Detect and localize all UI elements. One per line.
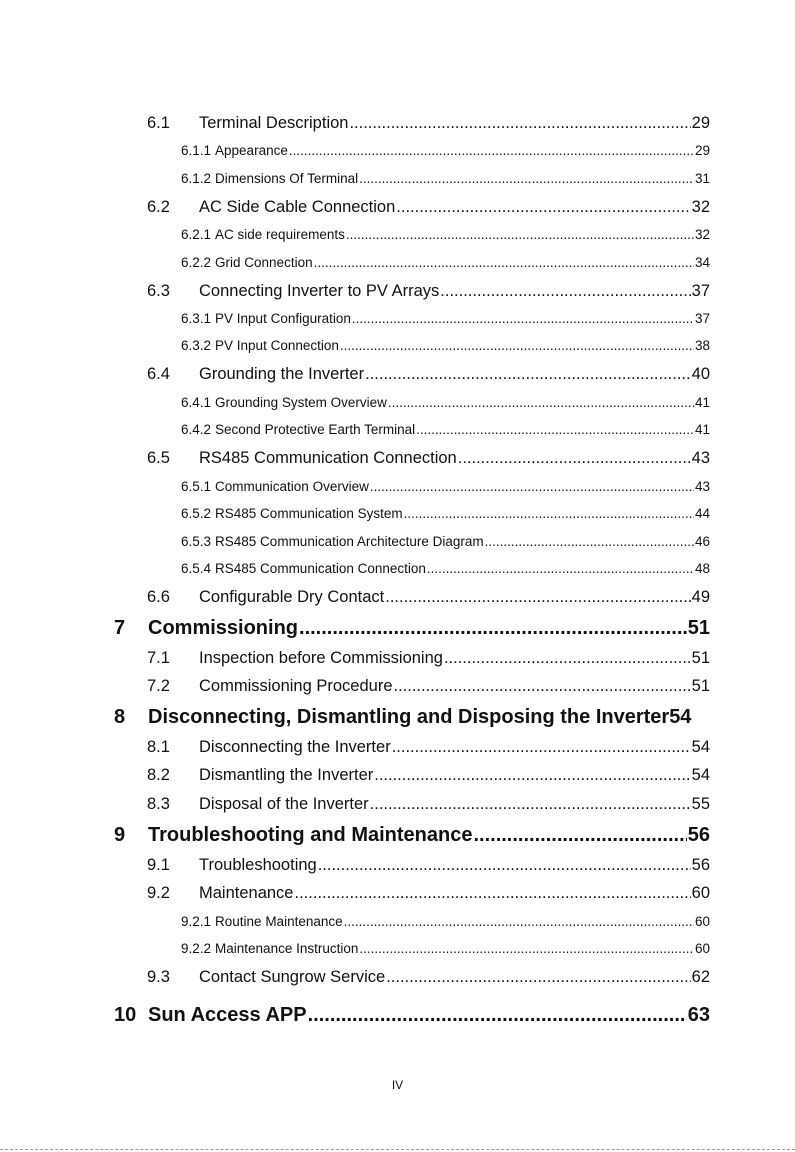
toc-page: 54 (691, 738, 710, 756)
toc-entry[interactable] (181, 255, 710, 273)
toc-page: 51 (691, 677, 710, 695)
toc-leader (386, 968, 690, 987)
toc-page: 54 (691, 766, 710, 784)
toc-leader (374, 766, 690, 785)
toc-title: Troubleshooting and Maintenance (148, 824, 473, 846)
toc-number: 6.1.2 (181, 171, 212, 186)
toc-page: 44 (694, 506, 710, 521)
toc-entry[interactable] (147, 365, 710, 387)
toc-page: 43 (694, 479, 710, 494)
toc-entry[interactable] (147, 766, 710, 788)
toc-number: 6.2 (147, 198, 170, 216)
toc-leader (294, 884, 690, 903)
toc-leader (344, 914, 694, 929)
toc-number: 6.5.1 (181, 479, 212, 494)
toc-number: 6.5.4 (181, 561, 212, 576)
toc-leader (346, 227, 694, 242)
toc-page: 34 (694, 255, 710, 270)
toc-leader (440, 282, 690, 301)
toc-entry[interactable] (147, 282, 710, 304)
toc-title: RS485 Communication Architecture Diagram (215, 534, 484, 549)
toc-number: 9.3 (147, 968, 170, 986)
toc-number: 6.1 (147, 114, 170, 132)
toc-number: 6.5.2 (181, 506, 212, 521)
toc-page: 40 (691, 365, 710, 383)
toc-leader (352, 311, 694, 326)
toc-number: 7.1 (147, 649, 170, 667)
toc-title: Second Protective Earth Terminal (215, 422, 416, 437)
toc-title: Maintenance Instruction (215, 941, 359, 956)
toc-page: 60 (694, 914, 710, 929)
toc-entry[interactable] (181, 338, 710, 356)
toc-entry[interactable] (181, 561, 710, 579)
toc-title: RS485 Communication System (215, 506, 403, 521)
toc-title: Grounding the Inverter (199, 365, 365, 383)
toc-entry[interactable] (147, 677, 710, 699)
toc-title: Sun Access APP (148, 1004, 307, 1026)
toc-page: 32 (694, 227, 710, 242)
toc-entry[interactable] (181, 941, 710, 959)
toc-number: 8.3 (147, 795, 170, 813)
toc-leader (392, 738, 691, 757)
toc-title: AC side requirements (215, 227, 345, 242)
toc-page: 60 (691, 884, 710, 902)
toc-leader (299, 617, 687, 640)
toc-leader (385, 588, 690, 607)
toc-page: 55 (691, 795, 710, 813)
toc-page: 56 (691, 856, 710, 874)
toc-number: 8 (114, 706, 126, 728)
toc-leader (388, 395, 694, 410)
toc-leader (473, 824, 686, 847)
toc-title: PV Input Configuration (215, 311, 351, 326)
toc-number: 6.3.2 (181, 338, 212, 353)
toc-number: 7.2 (147, 677, 170, 695)
toc-page: 31 (694, 171, 710, 186)
toc-leader (365, 365, 691, 384)
toc-page: 56 (687, 824, 710, 846)
toc-leader (359, 941, 694, 956)
toc-page: 41 (694, 395, 710, 410)
toc-leader (308, 1004, 687, 1027)
toc-number: 6.6 (147, 588, 170, 606)
toc-title: Commissioning Procedure (199, 677, 393, 695)
toc-entry[interactable] (147, 114, 710, 136)
toc-entry[interactable] (181, 311, 710, 329)
toc-page: 29 (694, 143, 710, 158)
toc-page: 49 (691, 588, 710, 606)
toc-title: Troubleshooting (199, 856, 317, 874)
toc-leader (427, 561, 694, 576)
toc-entry[interactable] (147, 198, 710, 220)
toc-title: Connecting Inverter to PV Arrays (199, 282, 440, 300)
toc-title: Disconnecting, Dismantling and Disposing the Inverter (148, 706, 670, 728)
toc-title: Dismantling the Inverter (199, 766, 374, 784)
toc-page: 41 (694, 422, 710, 437)
toc-leader (318, 856, 691, 875)
toc-number: 6.1.1 (181, 143, 212, 158)
toc-leader (370, 479, 694, 494)
toc-page: 29 (691, 114, 710, 132)
toc-title: Disposal of the Inverter (199, 795, 369, 813)
toc-title: Terminal Description (199, 114, 349, 132)
toc-entry[interactable] (147, 795, 710, 817)
toc-leader (289, 143, 694, 158)
toc-leader (404, 506, 694, 521)
toc-leader (359, 171, 694, 186)
toc-leader (394, 677, 691, 696)
toc-number: 6.4.2 (181, 422, 212, 437)
toc-entry[interactable] (181, 395, 710, 413)
toc-title: Maintenance (199, 884, 294, 902)
toc-leader (396, 198, 690, 217)
toc-title: Commissioning (148, 617, 299, 639)
toc-leader (416, 422, 694, 437)
toc-page: 51 (691, 649, 710, 667)
toc-title: Disconnecting the Inverter (199, 738, 391, 756)
toc-entry[interactable] (147, 588, 710, 610)
toc-leader (444, 649, 691, 668)
toc-leader (370, 795, 691, 814)
toc-title: Routine Maintenance (215, 914, 343, 929)
toc-entry[interactable] (147, 968, 710, 990)
toc-number: 9.2.2 (181, 941, 212, 956)
toc-entry[interactable] (181, 422, 710, 440)
toc-entry[interactable] (114, 706, 720, 732)
toc-title: Dimensions Of Terminal (215, 171, 359, 186)
toc-entry[interactable] (147, 738, 710, 760)
toc-page: 62 (691, 968, 710, 986)
toc-number: 6.4 (147, 365, 170, 383)
toc-entry[interactable] (147, 856, 710, 878)
toc-entry[interactable] (147, 449, 710, 471)
toc-number: 9.1 (147, 856, 170, 874)
toc-page: 60 (694, 941, 710, 956)
toc-leader (314, 255, 694, 270)
toc-page: 54 (669, 706, 692, 728)
toc-number: 6.2.2 (181, 255, 212, 270)
toc-page: 43 (691, 449, 710, 467)
toc-number: 6.4.1 (181, 395, 212, 410)
toc-page: 32 (691, 198, 710, 216)
toc-entry[interactable] (181, 171, 710, 189)
toc-entry[interactable] (181, 143, 710, 161)
toc-title: Grounding System Overview (215, 395, 387, 410)
toc-title: Contact Sungrow Service (199, 968, 386, 986)
toc-title: Communication Overview (215, 479, 369, 494)
toc-number: 6.3.1 (181, 311, 212, 326)
toc-number: 10 (114, 1004, 137, 1026)
toc-entry[interactable] (181, 227, 710, 245)
toc-title: RS485 Communication Connection (199, 449, 457, 467)
page-bottom-edge (0, 1149, 795, 1150)
toc-entry[interactable] (147, 649, 710, 671)
toc-entry[interactable] (181, 534, 710, 552)
toc-entry[interactable] (181, 479, 710, 497)
toc-leader (349, 114, 690, 133)
toc-leader (458, 449, 691, 468)
toc-leader (340, 338, 694, 353)
toc-number: 6.5 (147, 449, 170, 467)
toc-number: 6.3 (147, 282, 170, 300)
toc-page: 48 (694, 561, 710, 576)
toc-entry[interactable] (181, 914, 710, 932)
toc-title: AC Side Cable Connection (199, 198, 396, 216)
toc-title: Inspection before Commissioning (199, 649, 443, 667)
toc-number: 8.2 (147, 766, 170, 784)
toc-page: 38 (694, 338, 710, 353)
toc-entry[interactable] (147, 884, 710, 906)
toc-entry[interactable] (114, 824, 710, 850)
page-number: IV (391, 1078, 404, 1092)
toc-leader (485, 534, 694, 549)
toc-number: 9 (114, 824, 126, 846)
toc-entry[interactable] (114, 617, 710, 643)
toc-page: 37 (694, 311, 710, 326)
toc-title: Appearance (215, 143, 288, 158)
toc-page: 46 (694, 534, 710, 549)
toc-entry[interactable] (114, 1004, 710, 1030)
toc-entry[interactable] (181, 506, 710, 524)
toc-number: 6.2.1 (181, 227, 212, 242)
toc-page: 63 (687, 1004, 710, 1026)
toc-number: 8.1 (147, 738, 170, 756)
toc-number: 9.2.1 (181, 914, 212, 929)
toc-title: Grid Connection (215, 255, 313, 270)
toc-number: 7 (114, 617, 126, 639)
toc-page: 37 (691, 282, 710, 300)
toc-number: 6.5.3 (181, 534, 212, 549)
toc-number: 9.2 (147, 884, 170, 902)
toc-title: Configurable Dry Contact (199, 588, 385, 606)
toc-title: RS485 Communication Connection (215, 561, 426, 576)
toc-page: 51 (687, 617, 710, 639)
toc-title: PV Input Connection (215, 338, 339, 353)
